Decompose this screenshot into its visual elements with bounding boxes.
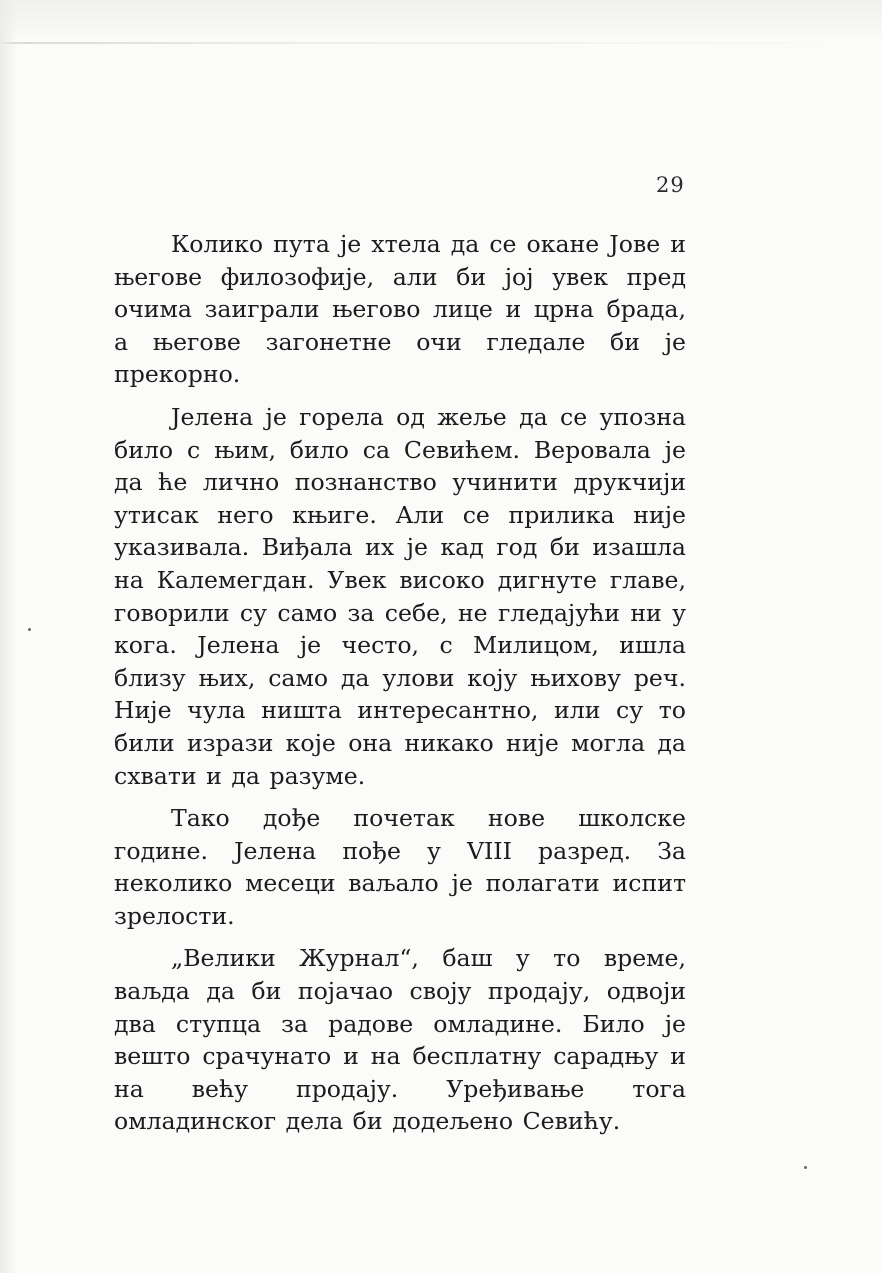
scan-left-edge: [0, 0, 18, 1273]
paragraph-1: Колико пута је хтела да се окане Јове и његове филозофије, али би јој увек пред очима заиграли његово лице и црна брада, а његове загонетне очи гледале би је прекорно.: [114, 230, 686, 389]
paragraph-2: Јелена је горела од жеље да се упозна било с њим, било са Севићем. Веровала је да ће лично познанство учинити друкчији утисак него књиге. Али се прилика није указивала. Виђала их је кад год би изашла на Калемегдан. Увек високо дигнуте главе, говорили су само за себе, не гледајући ни у кога. Јелена је често, с Милицом, ишла близу њих, само да улови коју њихову реч. Није чула ништа интересантно, или су то били изрази које она никако није могла да схвати и да разуме.: [114, 402, 686, 790]
scan-top-edge: [0, 0, 882, 40]
paragraph-3: Тако дође почетак нове школске године. Јелена пође у VIII разред. За неколико месеци ваљало је полагати испит зрелости.: [114, 804, 686, 930]
paragraph-4: „Велики Журнал“, баш у то време, ваљда да би појачао своју продају, одвоји два ступца за радове омладине. Било је вешто срачунато и на бесплатну сарадњу и на већу продају. Уређивање тога омладинског дела би додељено Севићу.: [114, 944, 686, 1136]
scan-edge-line: [0, 42, 882, 44]
page-number: 29: [656, 173, 685, 197]
scan-speck: [804, 1166, 807, 1169]
scan-speck: [28, 628, 31, 631]
body-text: [114, 228, 686, 1138]
